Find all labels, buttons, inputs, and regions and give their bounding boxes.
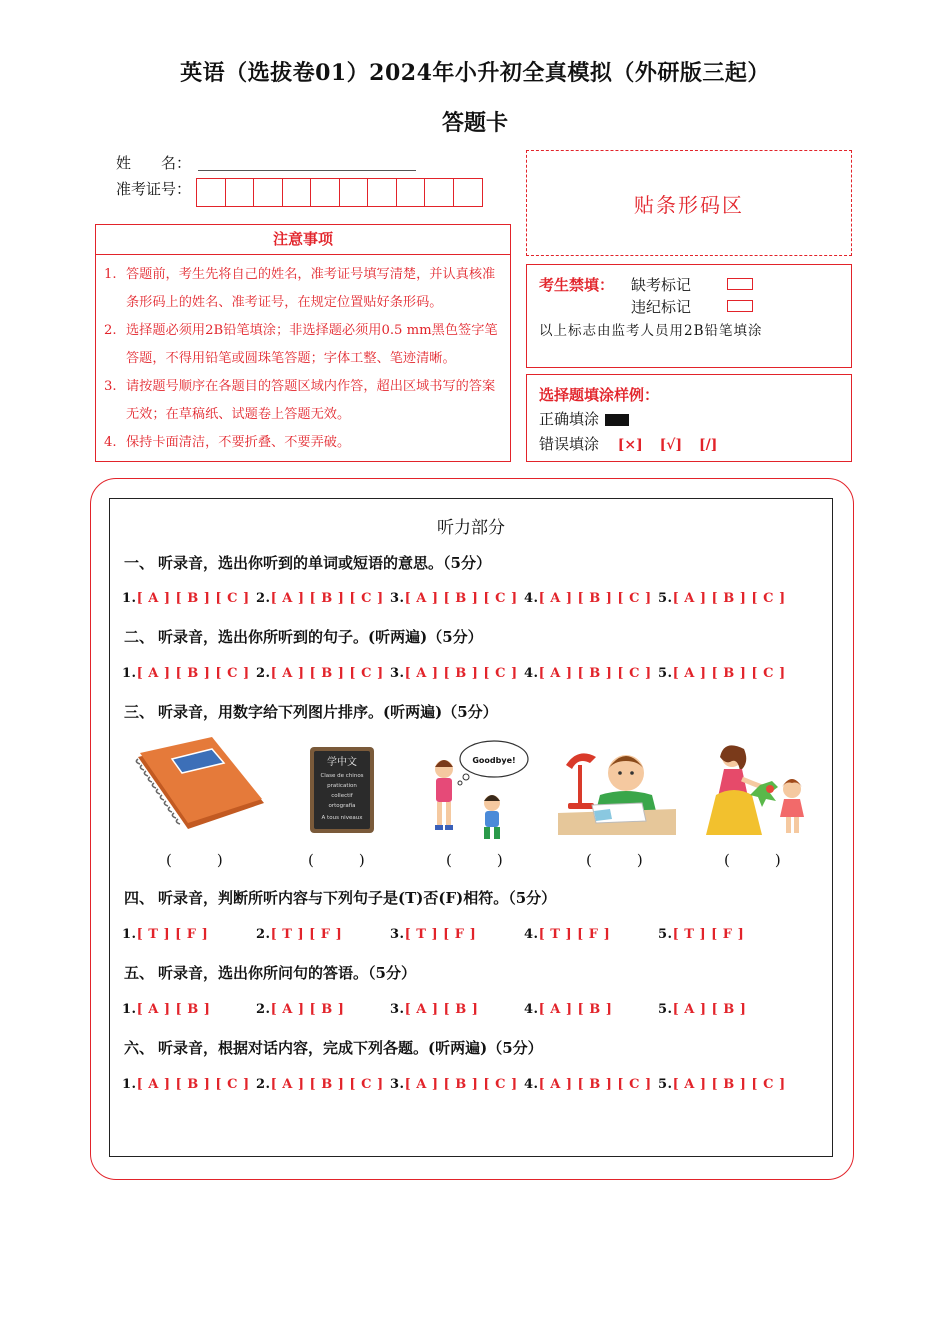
answer-item[interactable]: 5.[ T ] [ F ] (658, 927, 745, 942)
absent-mark-label: 缺考标记 (631, 276, 692, 294)
wrong-mark-slash: [/] (698, 437, 718, 453)
forbidden-note: 以上标志由监考人员用2B铅笔填涂 (539, 323, 763, 339)
answer-item[interactable]: 3.[ A ] [ B ] [ C ] (390, 666, 518, 681)
question-num: 五、 (124, 964, 155, 982)
question-text: 听录音，用数字给下列图片排序。(听两遍)（5分） (158, 703, 498, 721)
answer-row (122, 591, 822, 611)
fill-sample-panel (526, 374, 852, 462)
goodbye-picture (422, 737, 532, 841)
notice-text: 保持卡面清洁，不要折叠、不要弄破。 (126, 435, 351, 450)
answer-row (122, 666, 822, 686)
exam-digit-box[interactable] (454, 179, 483, 206)
wrong-label: 错误填涂 (539, 435, 600, 453)
blackboard-line: Clase de chinos (320, 773, 364, 779)
blackboard-line: pratication (327, 783, 357, 789)
mother-child-picture (702, 739, 818, 843)
barcode-area (526, 150, 852, 256)
answer-row (122, 927, 822, 947)
sample-title: 选择题填涂样例： (539, 386, 660, 404)
question-4-heading (124, 887, 556, 908)
violation-mark-box[interactable] (727, 300, 753, 312)
question-1-heading (124, 552, 491, 573)
exam-digit-box[interactable] (283, 179, 312, 206)
page-title: 英语（选拔卷01）2024年小升初全真模拟（外研版三起） (180, 60, 770, 86)
answer-item[interactable]: 2.[ A ] [ B ] [ C ] (256, 1077, 384, 1092)
order-answer-blank[interactable]: ( ) (308, 851, 365, 869)
exam-number-label: 准考证号： (116, 180, 192, 198)
blackboard-picture (310, 747, 374, 833)
correct-label: 正确填涂 (539, 410, 600, 428)
answer-item[interactable]: 5.[ A ] [ B ] [ C ] (658, 1077, 786, 1092)
exam-digit-box[interactable] (397, 179, 426, 206)
answer-item[interactable]: 2.[ A ] [ B ] [ C ] (256, 666, 384, 681)
violation-mark-label: 违纪标记 (631, 298, 692, 316)
answer-item[interactable]: 1.[ A ] [ B ] [ C ] (122, 591, 250, 606)
forbidden-label: 考生禁填： (539, 276, 615, 294)
notice-panel (95, 224, 511, 462)
notice-item (104, 317, 502, 373)
notice-item (104, 261, 502, 317)
speech-bubble-text: Goodbye! (472, 756, 516, 765)
notice-text: 请按题号顺序在各题目的答题区域内作答，超出区域书写的答案无效；在草稿纸、试题卷上答题无效。 (126, 379, 496, 422)
question-num: 四、 (124, 889, 155, 907)
blackboard-line: collectif (331, 793, 353, 799)
answer-item[interactable]: 1.[ T ] [ F ] (122, 927, 209, 942)
answer-item[interactable]: 1.[ A ] [ B ] (122, 1002, 211, 1017)
question-num: 三、 (124, 703, 155, 721)
notice-num: 4. (104, 435, 117, 450)
question-num: 六、 (124, 1039, 155, 1057)
blackboard-line: A tous niveaux (321, 815, 363, 821)
wrong-mark-check: [√] (659, 437, 683, 453)
order-answer-blank[interactable]: ( ) (724, 851, 781, 869)
absent-mark-box[interactable] (727, 278, 753, 290)
name-label: 姓 名： (116, 154, 192, 172)
answer-item[interactable]: 2.[ A ] [ B ] (256, 1002, 345, 1017)
answer-item[interactable]: 4.[ A ] [ B ] [ C ] (524, 666, 652, 681)
correct-sample-row (539, 408, 629, 429)
notebook-picture (132, 737, 268, 837)
answer-item[interactable]: 2.[ T ] [ F ] (256, 927, 343, 942)
question-3-heading (124, 701, 498, 722)
filled-mark-icon (605, 414, 629, 426)
question-text: 听录音，判断所听内容与下列句子是(T)否(F)相符。（5分） (158, 889, 557, 907)
boy-writing-picture (558, 743, 676, 837)
answer-item[interactable]: 3.[ A ] [ B ] [ C ] (390, 591, 518, 606)
answer-row (122, 1077, 822, 1097)
answer-item[interactable]: 3.[ T ] [ F ] (390, 927, 477, 942)
answer-item[interactable]: 5.[ A ] [ B ] (658, 1002, 747, 1017)
listening-section (109, 498, 833, 1157)
wrong-mark-cross: [×] (617, 437, 643, 453)
notice-item (104, 373, 502, 429)
order-answer-blank[interactable]: ( ) (166, 851, 223, 869)
exam-digit-box[interactable] (340, 179, 369, 206)
exam-digit-box[interactable] (311, 179, 340, 206)
answer-row (122, 1002, 822, 1022)
page-subtitle: 答题卡 (441, 110, 508, 136)
answer-item[interactable]: 4.[ A ] [ B ] [ C ] (524, 1077, 652, 1092)
notice-num: 2. (104, 323, 117, 338)
question-text: 听录音，选出你听到的单词或短语的意思。（5分） (158, 554, 491, 572)
question-2-heading (124, 626, 483, 647)
notice-num: 3. (104, 379, 117, 394)
exam-digit-box[interactable] (368, 179, 397, 206)
answer-item[interactable]: 1.[ A ] [ B ] [ C ] (122, 666, 250, 681)
exam-digit-box[interactable] (197, 179, 226, 206)
answer-item[interactable]: 3.[ A ] [ B ] (390, 1002, 479, 1017)
exam-digit-box[interactable] (425, 179, 454, 206)
proctor-marks-panel (526, 264, 852, 368)
answer-item[interactable]: 4.[ A ] [ B ] [ C ] (524, 591, 652, 606)
notice-num: 1. (104, 267, 117, 282)
answer-item[interactable]: 4.[ T ] [ F ] (524, 927, 611, 942)
notice-item (104, 429, 502, 457)
question-text: 听录音，根据对话内容，完成下列各题。(听两遍)（5分） (158, 1039, 543, 1057)
question-5-heading (124, 962, 416, 983)
section-heading: 听力部分 (437, 518, 505, 538)
exam-digit-box[interactable] (226, 179, 255, 206)
answer-item[interactable]: 2.[ A ] [ B ] [ C ] (256, 591, 384, 606)
notice-text: 答题前，考生先将自己的姓名，准考证号填写清楚，并认真核准条形码上的姓名、准考证号，在规定位置贴好条形码。 (126, 267, 496, 310)
notice-text: 选择题必须用2B铅笔填涂；非选择题必须用0.5 mm黑色签字笔答题，不得用铅笔或圆珠笔答题；字体工整、笔迹清晰。 (126, 323, 498, 366)
question-num: 一、 (124, 554, 155, 572)
exam-digit-box[interactable] (254, 179, 283, 206)
answer-item[interactable]: 1.[ A ] [ B ] [ C ] (122, 1077, 250, 1092)
barcode-label: 贴条形码区 (634, 192, 744, 217)
order-answer-blank[interactable]: ( ) (446, 851, 503, 869)
question-text: 听录音，选出你所问句的答语。（5分） (158, 964, 416, 982)
name-field[interactable] (198, 170, 416, 171)
blackboard-title: 学中文 (327, 757, 357, 768)
question-text: 听录音，选出你所听到的句子。(听两遍)（5分） (158, 628, 483, 646)
question-6-heading (124, 1037, 543, 1058)
blackboard-line: ortografía (328, 803, 356, 809)
answer-item[interactable]: 3.[ A ] [ B ] [ C ] (390, 1077, 518, 1092)
answer-item[interactable]: 5.[ A ] [ B ] [ C ] (658, 666, 786, 681)
answer-item[interactable]: 4.[ A ] [ B ] (524, 1002, 613, 1017)
order-answer-blank[interactable]: ( ) (586, 851, 643, 869)
notice-heading: 注意事项 (96, 225, 510, 255)
wrong-sample-row (539, 433, 729, 454)
exam-number-boxes[interactable] (196, 178, 483, 207)
question-num: 二、 (124, 628, 155, 646)
answer-item[interactable]: 5.[ A ] [ B ] [ C ] (658, 591, 786, 606)
